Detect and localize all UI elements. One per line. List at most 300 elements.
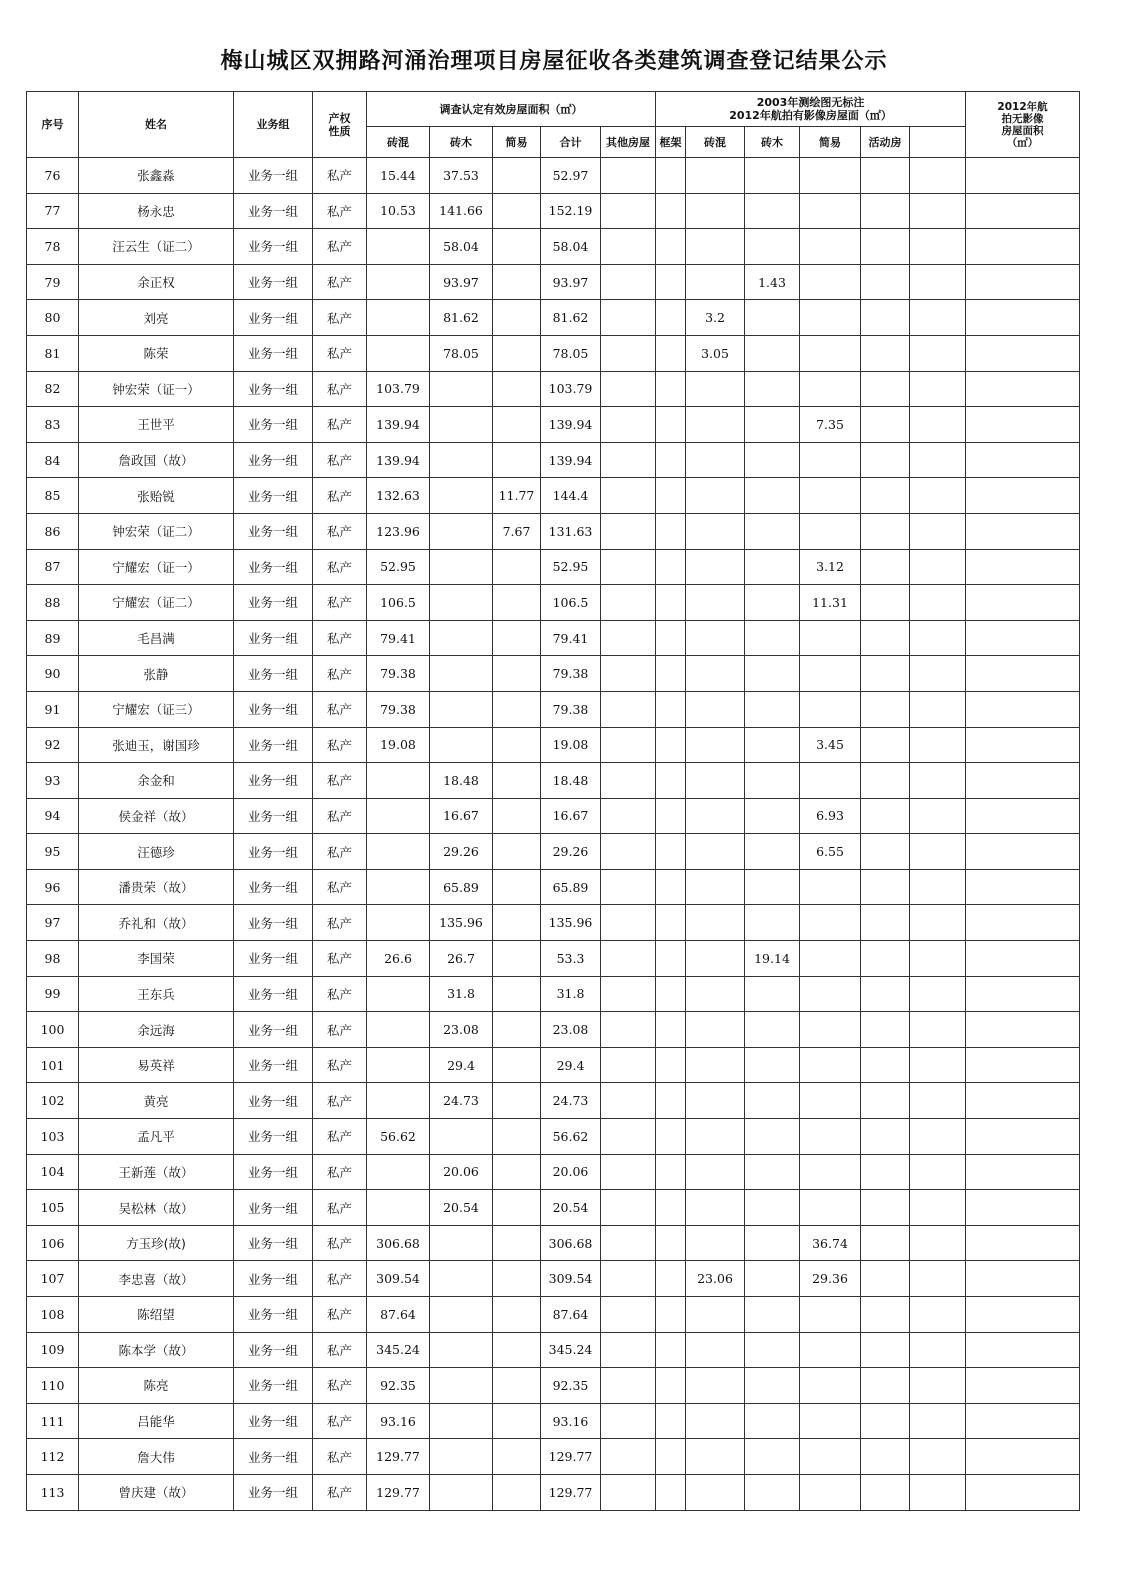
simple-cell (493, 1190, 541, 1226)
aerial-mobile-cell (861, 834, 910, 870)
seq-cell: 82 (27, 371, 79, 407)
brick-concrete-cell: 306.68 (367, 1225, 430, 1261)
group-cell: 业务一组 (234, 264, 313, 300)
simple-cell (493, 442, 541, 478)
aerial-brick-concrete-cell (686, 407, 745, 443)
no-image-area-cell (910, 1368, 966, 1404)
group-cell: 业务一组 (234, 1439, 313, 1475)
aerial-mobile-cell (861, 1154, 910, 1190)
brick-concrete-cell (367, 229, 430, 265)
brick-concrete-cell: 132.63 (367, 478, 430, 514)
brick-wood-cell: 78.05 (430, 335, 493, 371)
seq-cell: 111 (27, 1403, 79, 1439)
brick-wood-cell (430, 407, 493, 443)
seq-cell: 78 (27, 229, 79, 265)
remark-cell (966, 1474, 1080, 1510)
aerial-mobile-cell (861, 1403, 910, 1439)
header-survey-group: 调查认定有效房屋面积（㎡） (367, 92, 656, 127)
table-row (27, 1083, 1080, 1119)
no-image-area-cell (910, 371, 966, 407)
aerial-brick-concrete-cell (686, 1439, 745, 1475)
aerial-mobile-cell (861, 585, 910, 621)
simple-cell (493, 549, 541, 585)
aerial-simple-cell (800, 1403, 861, 1439)
table-row (27, 1190, 1080, 1226)
table-row (27, 763, 1080, 799)
property-cell: 私产 (313, 1190, 367, 1226)
name-cell: 宁耀宏（证二） (79, 585, 234, 621)
remark-cell (966, 1297, 1080, 1333)
name-cell: 余正权 (79, 264, 234, 300)
name-cell: 孟凡平 (79, 1119, 234, 1155)
aerial-simple-cell (800, 1332, 861, 1368)
aerial-brick-wood-cell (745, 1474, 800, 1510)
aerial-frame-cell (656, 1297, 686, 1333)
aerial-mobile-cell (861, 941, 910, 977)
brick-wood-cell: 26.7 (430, 941, 493, 977)
brick-wood-cell: 29.26 (430, 834, 493, 870)
seq-cell: 83 (27, 407, 79, 443)
total-cell: 103.79 (541, 371, 601, 407)
no-image-area-cell (910, 1047, 966, 1083)
aerial-brick-concrete-cell (686, 1012, 745, 1048)
aerial-mobile-cell (861, 1261, 910, 1297)
aerial-brick-wood-cell (745, 1083, 800, 1119)
seq-cell: 110 (27, 1368, 79, 1404)
aerial-mobile-cell (861, 549, 910, 585)
property-cell: 私产 (313, 798, 367, 834)
table-row (27, 158, 1080, 194)
brick-concrete-cell (367, 1154, 430, 1190)
seq-cell: 88 (27, 585, 79, 621)
property-cell: 私产 (313, 1047, 367, 1083)
aerial-brick-wood-cell: 1.43 (745, 264, 800, 300)
group-cell: 业务一组 (234, 1012, 313, 1048)
total-cell: 52.97 (541, 158, 601, 194)
table-row (27, 727, 1080, 763)
name-cell: 余远海 (79, 1012, 234, 1048)
property-cell: 私产 (313, 585, 367, 621)
header-simple: 简易 (493, 127, 541, 158)
aerial-frame-cell (656, 1047, 686, 1083)
aerial-frame-cell (656, 620, 686, 656)
name-cell: 余金和 (79, 763, 234, 799)
name-cell: 曾庆建（故） (79, 1474, 234, 1510)
aerial-simple-cell: 11.31 (800, 585, 861, 621)
property-cell: 私产 (313, 513, 367, 549)
seq-cell: 96 (27, 869, 79, 905)
group-cell: 业务一组 (234, 371, 313, 407)
name-cell: 王世平 (79, 407, 234, 443)
name-cell: 宁耀宏（证一） (79, 549, 234, 585)
remark-cell (966, 1403, 1080, 1439)
seq-cell: 113 (27, 1474, 79, 1510)
aerial-simple-cell (800, 1439, 861, 1475)
no-image-area-cell (910, 1190, 966, 1226)
table-row (27, 1225, 1080, 1261)
aerial-frame-cell (656, 691, 686, 727)
header-mobile: 活动房 (861, 127, 910, 158)
total-cell: 139.94 (541, 442, 601, 478)
aerial-mobile-cell (861, 620, 910, 656)
no-image-area-cell (910, 727, 966, 763)
brick-wood-cell: 81.62 (430, 300, 493, 336)
aerial-mobile-cell (861, 1474, 910, 1510)
remark-cell (966, 1083, 1080, 1119)
property-cell: 私产 (313, 905, 367, 941)
aerial-brick-wood-cell (745, 869, 800, 905)
seq-cell: 97 (27, 905, 79, 941)
brick-wood-cell (430, 1261, 493, 1297)
brick-wood-cell: 65.89 (430, 869, 493, 905)
total-cell: 135.96 (541, 905, 601, 941)
aerial-brick-concrete-cell (686, 229, 745, 265)
aerial-brick-concrete-cell (686, 1403, 745, 1439)
simple-cell (493, 585, 541, 621)
no-image-area-cell (910, 1119, 966, 1155)
property-cell: 私产 (313, 264, 367, 300)
brick-concrete-cell (367, 1083, 430, 1119)
name-cell: 张鑫淼 (79, 158, 234, 194)
aerial-mobile-cell (861, 300, 910, 336)
group-cell: 业务一组 (234, 335, 313, 371)
aerial-brick-wood-cell (745, 158, 800, 194)
aerial-brick-wood-cell (745, 300, 800, 336)
simple-cell (493, 869, 541, 905)
brick-wood-cell (430, 691, 493, 727)
aerial-brick-wood-cell (745, 1439, 800, 1475)
aerial-simple-cell (800, 1119, 861, 1155)
other-cell (601, 193, 656, 229)
other-cell (601, 1297, 656, 1333)
aerial-mobile-cell (861, 158, 910, 194)
aerial-frame-cell (656, 1119, 686, 1155)
name-cell: 易英祥 (79, 1047, 234, 1083)
aerial-frame-cell (656, 549, 686, 585)
other-cell (601, 229, 656, 265)
simple-cell (493, 158, 541, 194)
name-cell: 钟宏荣（证一） (79, 371, 234, 407)
group-cell: 业务一组 (234, 549, 313, 585)
aerial-brick-concrete-cell (686, 513, 745, 549)
no-image-area-cell (910, 834, 966, 870)
table-row (27, 1439, 1080, 1475)
remark-cell (966, 158, 1080, 194)
aerial-brick-concrete-cell (686, 585, 745, 621)
seq-cell: 89 (27, 620, 79, 656)
brick-concrete-cell (367, 976, 430, 1012)
table-row (27, 1154, 1080, 1190)
group-cell: 业务一组 (234, 691, 313, 727)
other-cell (601, 407, 656, 443)
header-brick-wood: 砖木 (430, 127, 493, 158)
property-cell: 私产 (313, 834, 367, 870)
aerial-frame-cell (656, 798, 686, 834)
aerial-brick-concrete-cell (686, 976, 745, 1012)
aerial-frame-cell (656, 335, 686, 371)
total-cell: 92.35 (541, 1368, 601, 1404)
brick-wood-cell: 24.73 (430, 1083, 493, 1119)
brick-concrete-cell: 10.53 (367, 193, 430, 229)
simple-cell (493, 407, 541, 443)
remark-cell (966, 1225, 1080, 1261)
simple-cell (493, 620, 541, 656)
brick-concrete-cell: 56.62 (367, 1119, 430, 1155)
table-row (27, 264, 1080, 300)
group-cell: 业务一组 (234, 656, 313, 692)
total-cell: 19.08 (541, 727, 601, 763)
aerial-mobile-cell (861, 1190, 910, 1226)
brick-wood-cell (430, 371, 493, 407)
aerial-frame-cell (656, 1012, 686, 1048)
simple-cell (493, 1439, 541, 1475)
other-cell (601, 585, 656, 621)
brick-concrete-cell (367, 763, 430, 799)
seq-cell: 93 (27, 763, 79, 799)
aerial-simple-cell (800, 229, 861, 265)
aerial-brick-wood-cell (745, 1297, 800, 1333)
group-cell: 业务一组 (234, 1190, 313, 1226)
other-cell (601, 1083, 656, 1119)
aerial-simple-cell: 7.35 (800, 407, 861, 443)
name-cell: 杨永忠 (79, 193, 234, 229)
group-cell: 业务一组 (234, 300, 313, 336)
seq-cell: 95 (27, 834, 79, 870)
brick-wood-cell (430, 1225, 493, 1261)
total-cell: 306.68 (541, 1225, 601, 1261)
seq-cell: 80 (27, 300, 79, 336)
table-row (27, 941, 1080, 977)
total-cell: 139.94 (541, 407, 601, 443)
name-cell: 王新莲（故） (79, 1154, 234, 1190)
aerial-brick-concrete-cell (686, 442, 745, 478)
group-cell: 业务一组 (234, 1083, 313, 1119)
remark-cell (966, 905, 1080, 941)
group-cell: 业务一组 (234, 1368, 313, 1404)
table-row (27, 798, 1080, 834)
aerial-frame-cell (656, 371, 686, 407)
brick-wood-cell (430, 1332, 493, 1368)
aerial-brick-concrete-cell: 3.05 (686, 335, 745, 371)
brick-concrete-cell (367, 1012, 430, 1048)
aerial-frame-cell (656, 300, 686, 336)
total-cell: 20.06 (541, 1154, 601, 1190)
simple-cell (493, 976, 541, 1012)
seq-cell: 84 (27, 442, 79, 478)
brick-wood-cell (430, 549, 493, 585)
simple-cell (493, 193, 541, 229)
aerial-brick-wood-cell (745, 727, 800, 763)
aerial-mobile-cell (861, 1225, 910, 1261)
aerial-simple-cell (800, 656, 861, 692)
brick-wood-cell (430, 513, 493, 549)
property-cell: 私产 (313, 300, 367, 336)
aerial-mobile-cell (861, 869, 910, 905)
aerial-brick-wood-cell (745, 1190, 800, 1226)
aerial-frame-cell (656, 513, 686, 549)
group-cell: 业务一组 (234, 1154, 313, 1190)
brick-concrete-cell: 123.96 (367, 513, 430, 549)
brick-concrete-cell: 79.38 (367, 656, 430, 692)
aerial-brick-concrete-cell (686, 691, 745, 727)
other-cell (601, 620, 656, 656)
simple-cell (493, 229, 541, 265)
aerial-frame-cell (656, 834, 686, 870)
brick-wood-cell: 20.06 (430, 1154, 493, 1190)
simple-cell (493, 1047, 541, 1083)
total-cell: 79.41 (541, 620, 601, 656)
group-cell: 业务一组 (234, 585, 313, 621)
table-row (27, 442, 1080, 478)
aerial-frame-cell (656, 1474, 686, 1510)
remark-cell (966, 229, 1080, 265)
property-cell: 私产 (313, 335, 367, 371)
total-cell: 24.73 (541, 1083, 601, 1119)
survey-table (26, 91, 1080, 1511)
name-cell: 侯金祥（故） (79, 798, 234, 834)
total-cell: 29.26 (541, 834, 601, 870)
aerial-simple-cell: 36.74 (800, 1225, 861, 1261)
other-cell (601, 1119, 656, 1155)
aerial-frame-cell (656, 869, 686, 905)
table-row (27, 478, 1080, 514)
no-image-area-cell (910, 1403, 966, 1439)
total-cell: 129.77 (541, 1439, 601, 1475)
simple-cell (493, 1332, 541, 1368)
aerial-frame-cell (656, 905, 686, 941)
table-row (27, 585, 1080, 621)
aerial-mobile-cell (861, 335, 910, 371)
aerial-frame-cell (656, 1083, 686, 1119)
seq-cell: 86 (27, 513, 79, 549)
aerial-simple-cell (800, 976, 861, 1012)
remark-cell (966, 691, 1080, 727)
property-cell: 私产 (313, 727, 367, 763)
seq-cell: 102 (27, 1083, 79, 1119)
other-cell (601, 869, 656, 905)
brick-concrete-cell: 79.41 (367, 620, 430, 656)
aerial-mobile-cell (861, 656, 910, 692)
aerial-brick-concrete-cell (686, 905, 745, 941)
aerial-brick-wood-cell (745, 335, 800, 371)
aerial-simple-cell: 3.45 (800, 727, 861, 763)
aerial-frame-cell (656, 193, 686, 229)
property-cell: 私产 (313, 869, 367, 905)
remark-cell (966, 727, 1080, 763)
group-cell: 业务一组 (234, 941, 313, 977)
seq-cell: 98 (27, 941, 79, 977)
aerial-brick-wood-cell (745, 1154, 800, 1190)
aerial-brick-wood-cell (745, 407, 800, 443)
property-cell: 私产 (313, 229, 367, 265)
aerial-brick-concrete-cell (686, 1332, 745, 1368)
remark-cell (966, 407, 1080, 443)
remark-cell (966, 513, 1080, 549)
seq-cell: 100 (27, 1012, 79, 1048)
table-row (27, 620, 1080, 656)
brick-wood-cell (430, 442, 493, 478)
table-row (27, 834, 1080, 870)
aerial-brick-concrete-cell (686, 1368, 745, 1404)
table-row (27, 371, 1080, 407)
seq-cell: 77 (27, 193, 79, 229)
brick-concrete-cell: 87.64 (367, 1297, 430, 1333)
aerial-brick-concrete-cell (686, 158, 745, 194)
remark-cell (966, 371, 1080, 407)
no-image-area-cell (910, 1439, 966, 1475)
group-cell: 业务一组 (234, 1047, 313, 1083)
aerial-simple-cell: 3.12 (800, 549, 861, 585)
brick-concrete-cell: 106.5 (367, 585, 430, 621)
aerial-brick-wood-cell (745, 513, 800, 549)
brick-concrete-cell: 129.77 (367, 1474, 430, 1510)
other-cell (601, 905, 656, 941)
remark-cell (966, 798, 1080, 834)
name-cell: 宁耀宏（证三） (79, 691, 234, 727)
seq-cell: 92 (27, 727, 79, 763)
simple-cell (493, 1083, 541, 1119)
aerial-brick-wood-cell (745, 976, 800, 1012)
simple-cell (493, 371, 541, 407)
brick-concrete-cell (367, 905, 430, 941)
name-cell: 陈亮 (79, 1368, 234, 1404)
total-cell: 309.54 (541, 1261, 601, 1297)
header-aerial-group: 2003年测绘图无标注 2012年航拍有影像房屋面（㎡） (656, 92, 966, 127)
remark-cell (966, 1047, 1080, 1083)
aerial-frame-cell (656, 1261, 686, 1297)
no-image-area-cell (910, 798, 966, 834)
brick-concrete-cell: 79.38 (367, 691, 430, 727)
aerial-mobile-cell (861, 763, 910, 799)
other-cell (601, 1047, 656, 1083)
other-cell (601, 798, 656, 834)
no-image-area-cell (910, 264, 966, 300)
brick-wood-cell: 20.54 (430, 1190, 493, 1226)
aerial-mobile-cell (861, 1012, 910, 1048)
total-cell: 93.97 (541, 264, 601, 300)
aerial-simple-cell (800, 1012, 861, 1048)
brick-concrete-cell: 93.16 (367, 1403, 430, 1439)
no-image-area-cell (910, 300, 966, 336)
property-cell: 私产 (313, 976, 367, 1012)
aerial-brick-concrete-cell: 3.2 (686, 300, 745, 336)
no-image-area-cell (910, 513, 966, 549)
table-row (27, 1047, 1080, 1083)
aerial-mobile-cell (861, 691, 910, 727)
aerial-simple-cell (800, 1474, 861, 1510)
group-cell: 业务一组 (234, 1474, 313, 1510)
no-image-area-cell (910, 158, 966, 194)
name-cell: 汪德珍 (79, 834, 234, 870)
group-cell: 业务一组 (234, 1297, 313, 1333)
remark-cell (966, 478, 1080, 514)
brick-concrete-cell: 15.44 (367, 158, 430, 194)
name-cell: 乔礼和（故） (79, 905, 234, 941)
remark-cell (966, 941, 1080, 977)
seq-cell: 106 (27, 1225, 79, 1261)
aerial-brick-concrete-cell (686, 1083, 745, 1119)
name-cell: 张静 (79, 656, 234, 692)
aerial-mobile-cell (861, 1439, 910, 1475)
name-cell: 钟宏荣（证二） (79, 513, 234, 549)
aerial-brick-concrete-cell (686, 727, 745, 763)
name-cell: 詹政国（故） (79, 442, 234, 478)
property-cell: 私产 (313, 158, 367, 194)
simple-cell (493, 727, 541, 763)
table-row (27, 1368, 1080, 1404)
aerial-frame-cell (656, 442, 686, 478)
other-cell (601, 549, 656, 585)
